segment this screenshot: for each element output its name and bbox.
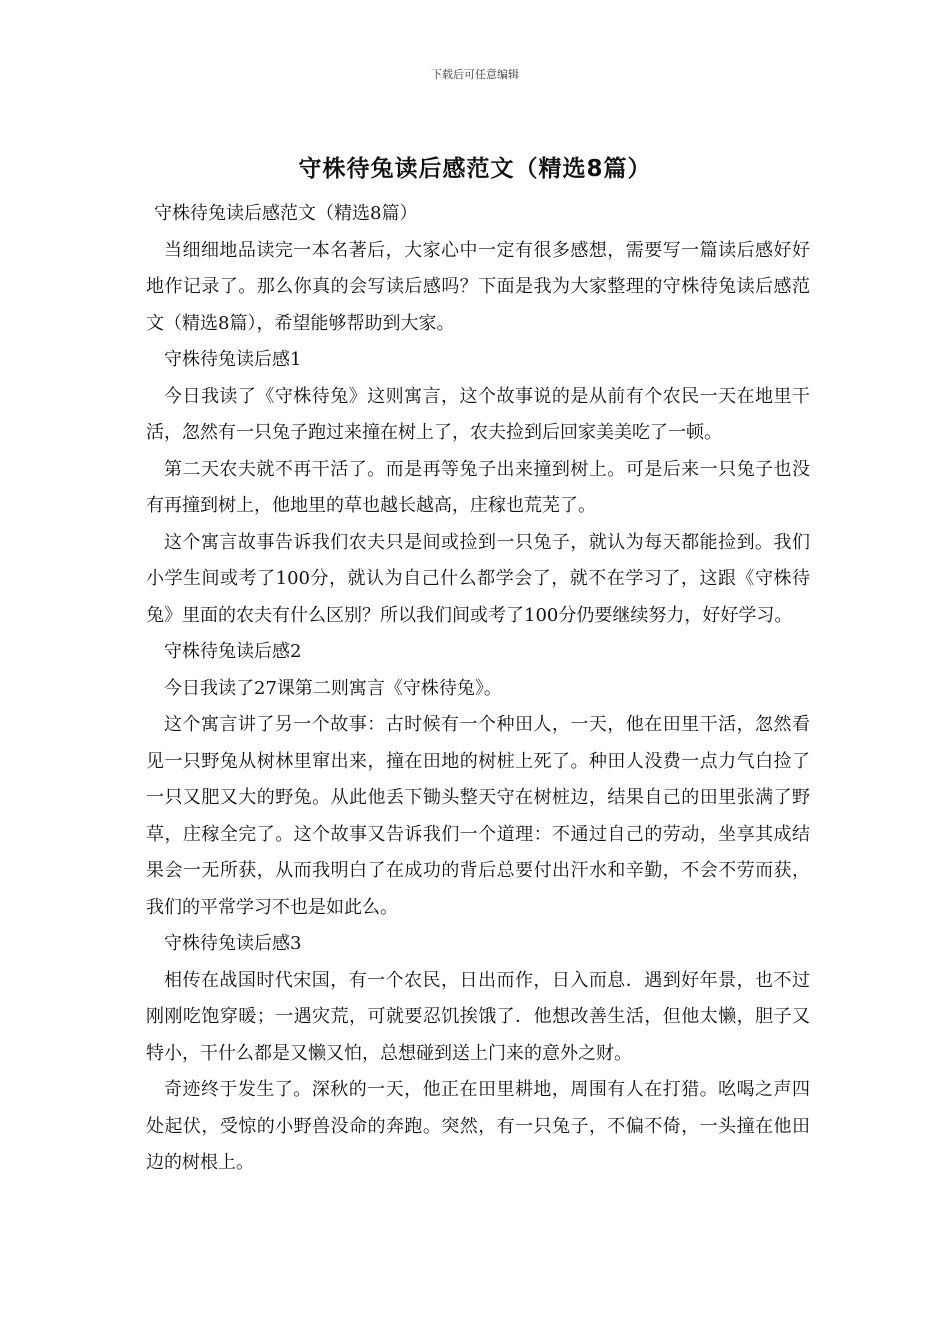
document-body: [146, 196, 810, 1182]
paragraph: 奇迹终于发生了。深秋的一天，他正在田里耕地，周围有人在打猎。吆喝之声四处起伏，受惊的小野兽没命的奔跑。突然，有一只兔子，不偏不倚，一头撞在他田边的树根上。: [146, 1079, 810, 1173]
paragraph: 今日我读了27课第二则寓言《守株待兔》。: [164, 677, 502, 699]
paragraph: 第二天农夫就不再干活了。而是再等兔子出来撞到树上。可是后来一只兔子也没有再撞到树上，他地里的草也越长越高，庄稼也荒芜了。: [146, 458, 810, 516]
paragraph: 这个寓言故事告诉我们农夫只是间或捡到一只兔子，就认为每天都能捡到。我们小学生间或考了100分，就认为自己什么都学会了，就不在学习了，这跟《守株待兔》里面的农夫有什么区别？所以我们间或考了100分仍要继续努力，好好学习。: [146, 531, 810, 626]
section-heading-1: 守株待兔读后感1: [164, 349, 302, 370]
document-title: 守株待兔读后感范文（精选8篇）: [298, 156, 652, 182]
paragraph: 这个寓言讲了另一个故事：古时候有一个种田人，一天，他在田里干活，忽然看见一只野兔从树林里窜出来，撞在田地的树桩上死了。种田人没费一点力气白捡了一只又肥又大的野兔。从此他丢下锄头整天守在树桩边，结果自己的田里张满了野草，庄稼全完了。这个故事又告诉我们一个道理：不通过自己的劳动，坐享其成结果会一无所获，从而我明白了在成功的背后总要付出汗水和辛勤，不会不劳而获，我们的平常学习不也是如此么。: [146, 714, 810, 918]
section-heading-2: 守株待兔读后感2: [164, 641, 302, 662]
header-note: 下载后可任意编辑: [431, 68, 519, 81]
paragraph: 今日我读了《守株待兔》这则寓言，这个故事说的是从前有个农民一天在地里干活，忽然有一只兔子跑过来撞在树上了，农夫捡到后回家美美吃了一顿。: [146, 385, 810, 443]
section-heading-3: 守株待兔读后感3: [164, 933, 302, 954]
paragraph: 相传在战国时代宋国，有一个农民，日出而作，日入而息．遇到好年景，也不过刚刚吃饱穿暖；一遇灾荒，可就要忍饥挨饿了．他想改善生活，但他太懒，胆子又特小，干什么都是又懒又怕，总想碰到送上门来的意外之财。: [146, 969, 810, 1064]
paragraph-intro: 当细细地品读完一本名著后，大家心中一定有很多感想，需要写一篇读后感好好地作记录了。那么你真的会写读后感吗？下面是我为大家整理的守株待兔读后感范文（精选8篇），希望能够帮助到大家。: [146, 239, 810, 334]
paragraph-subtitle: 守株待兔读后感范文（精选8篇）: [154, 203, 418, 224]
